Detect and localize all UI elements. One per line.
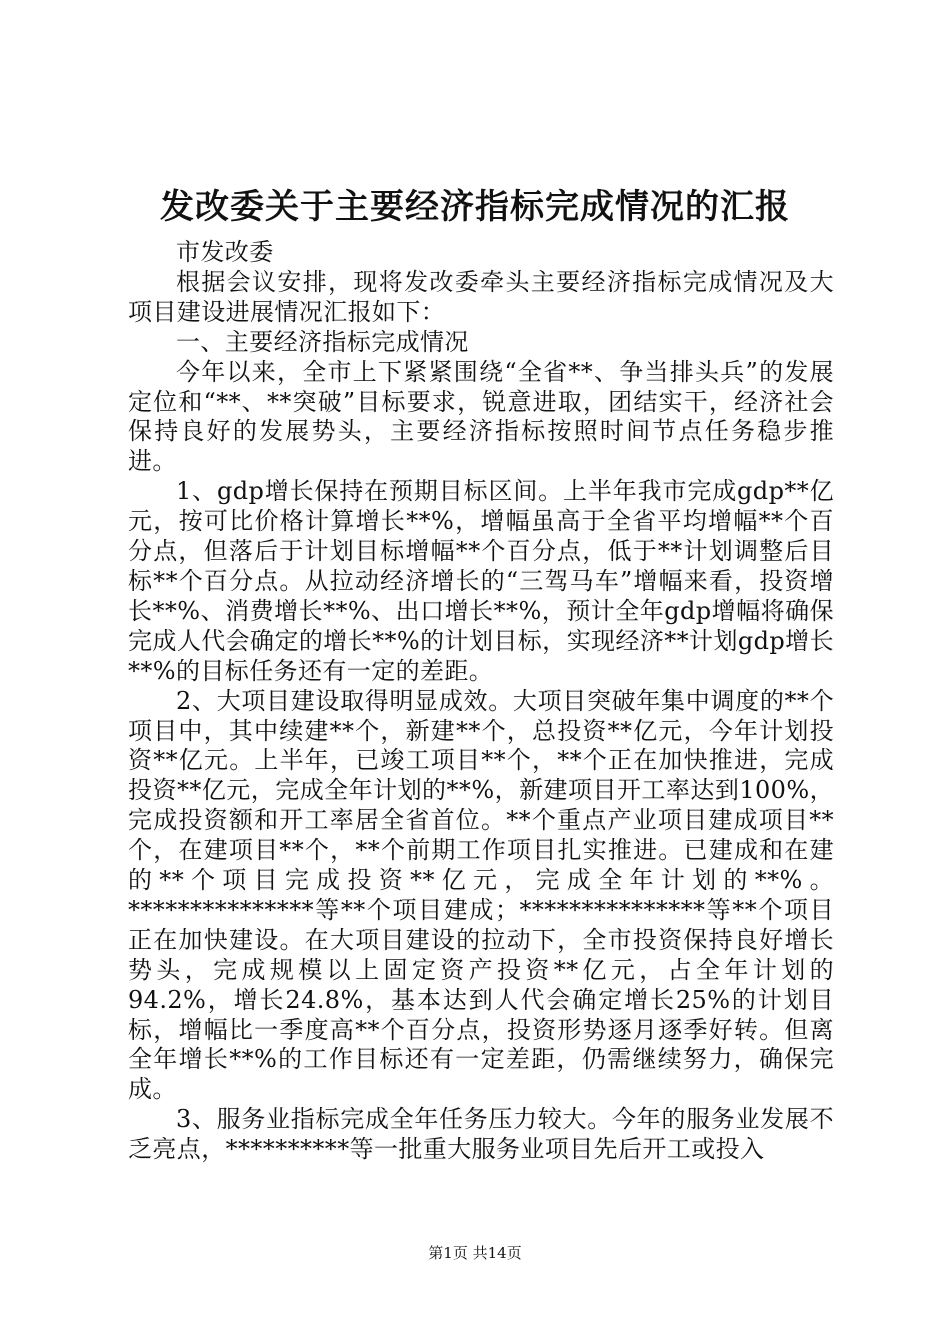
- page-number: 第1页 共14页: [428, 1244, 522, 1262]
- paragraph-gdp: 1、gdp增长保持在预期目标区间。上半年我市完成gdp**亿元，按可比价格计算增长**%，增幅虽高于全省平均增幅**个百分点，但落后于计划目标增幅**个百分点，低于**计划调整后目标**个百分点。从拉动经济增长的“三驾马车”增幅来看，投资增长**%、消费增长**%、出口增长**%，预计全年gdp增幅将确保完成人代会确定的增长**%的计划目标，实现经济**计划gdp增长**%的目标任务还有一定的差距。: [128, 477, 834, 685]
- paragraph-services: 3、服务业指标完成全年任务压力较大。今年的服务业发展不乏亮点，**********等一批重大服务业项目先后开工或投入: [128, 1105, 834, 1164]
- paragraph-overview: 今年以来，全市上下紧紧围绕“全省**、争当排头兵”的发展定位和“**、**突破”目标要求，锐意进取，团结实干，经济社会保持良好的发展势头，主要经济指标按照时间节点任务稳步推进。: [128, 357, 834, 476]
- paragraph-intro: 根据会议安排，现将发改委牵头主要经济指标完成情况及大项目建设进展情况汇报如下：: [128, 267, 834, 326]
- document-body: [128, 238, 834, 1165]
- paragraph-sender: 市发改委: [176, 238, 274, 266]
- section-heading-1: 一、主要经济指标完成情况: [176, 327, 469, 356]
- document-title: 发改委关于主要经济指标完成情况的汇报: [160, 187, 790, 227]
- paragraph-major-projects: 2、大项目建设取得明显成效。大项目突破年集中调度的**个项目中，其中续建**个，新建**个，总投资**亿元，今年计划投资**亿元。上半年，已竣工项目**个，**个正在加快推进，完成投资**亿元，完成全年计划的**%，新建项目开工率达到100%，完成投资额和开工率居全省首位。**个重点产业项目建成项目**个，在建项目**个，**个前期工作项目扎实推进。已建成和在建的**个项目完成投资**亿元，完成全年计划的**%。***************等**个项目建成；***************等**个项目正在加快建设。在大项目建设的拉动下，全市投资保持良好增长势头，完成规模以上固定资产投资**亿元，占全年计划的94.2%，增长24.8%，基本达到人代会确定增长25%的计划目标，增幅比一季度高**个百分点，投资形势逐月逐季好转。但离全年增长**%的工作目标还有一定差距，仍需继续努力，确保完成。: [128, 686, 834, 1104]
